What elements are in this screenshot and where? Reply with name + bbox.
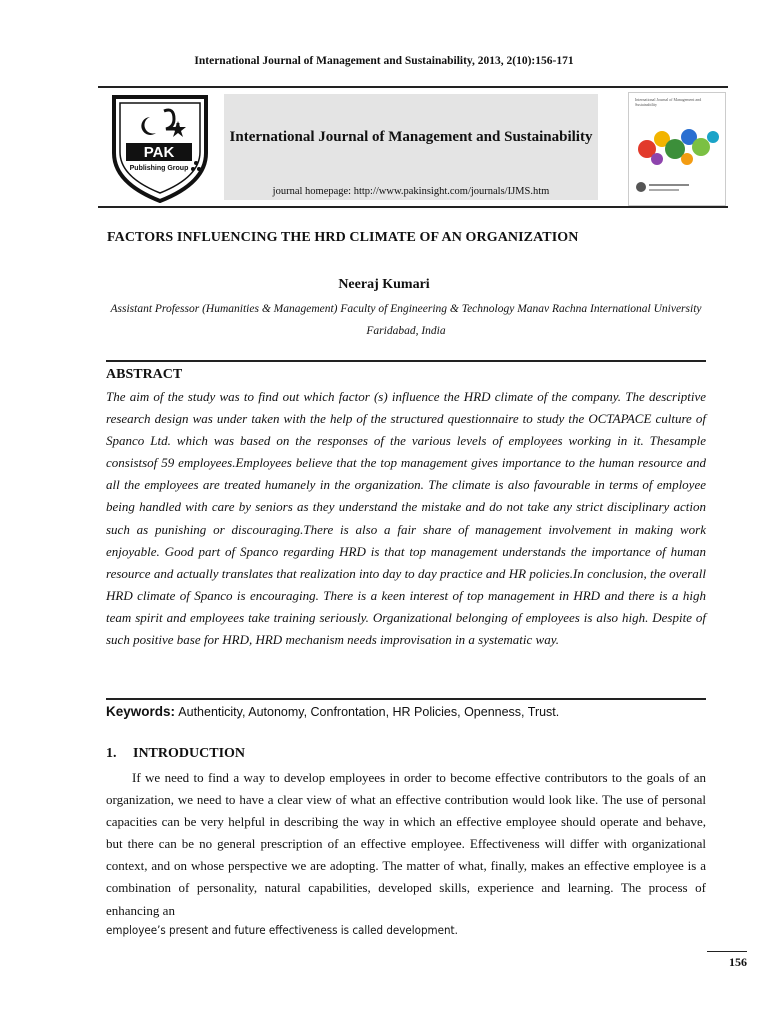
gears-illustration-icon	[629, 93, 725, 205]
pak-shield-icon	[104, 91, 216, 203]
abstract-bottom-rule	[106, 698, 706, 700]
author-name: Neeraj Kumari	[338, 277, 430, 292]
logo-subtext: Publishing Group	[129, 165, 189, 172]
footer-rule	[707, 951, 747, 952]
paper-title: FACTORS INFLUENCING THE HRD CLIMATE OF AN ORGANIZATION	[107, 230, 579, 245]
keywords-text: Authenticity, Autonomy, Confrontation, HR Policies, Openness, Trust.	[178, 705, 560, 719]
abstract-body: The aim of the study was to find out which factor (s) influence the HRD climate of the company. The descriptive research design was under taken with the help of the structured questionnaire to study the OCTAPACE culture of Spanco Ltd. which was based on the responses of the various levels of employees working in it. Thesample consistsof 59 employees.Employees believe that the top management gives importance to the human resource and all the employees are treated humanely in the organization. The climate is also favourable in terms of employee being handled with care by seniors as they understand the mistake and do not take any strict disciplinary action such as punishing or discouraging.There is also a fair share of management involvement in making work enjoyable. Good part of Spanco regarding HRD is that top management understands the importance of human resource and actually translates that realization into day to day practice and HR policies.In conclusion, the overall HRD climate of Spanco is encouraging. There is a keen interest of top management in HRD and there is a high team spirit and employees take training seriously. Organizational belonging of employees is also high. Despite of such positive base for HRD, HRD mechanism needs improvisation in a systematic way.	[106, 389, 706, 648]
section-title: INTRODUCTION	[133, 746, 246, 761]
introduction-last-line: employee’s present and future effectiveness is called development.	[106, 923, 458, 937]
masthead-title-panel	[224, 94, 598, 200]
cover-text: International Journal of Management and Sustainability	[635, 97, 702, 107]
introduction-paragraph: If we need to find a way to develop employees in order to become effective contributors to the goals of an organization, we need to have a clear view of what an effective contribution would look like. The use of personal capacities can be very helpful in describing the way in which an effective employee should operate and behave, but there can be no general prescription of an effective employee. Effectiveness will differ with organizational context, and on whose perspective we are adopting. The matter of what, finally, makes an effective employee is a combination of personality, natural capabilities, developed skills, experience and learning. The process of enhancing an	[106, 770, 706, 918]
journal-masthead	[98, 86, 728, 208]
logo-text: PAK	[143, 144, 175, 161]
keywords-label: Keywords:	[106, 704, 176, 719]
abstract-heading: ABSTRACT	[106, 367, 183, 382]
abstract-top-rule	[106, 360, 706, 362]
journal-title: International Journal of Management and Sustainability	[229, 129, 593, 145]
publisher-logo	[98, 88, 222, 206]
section-heading-introduction	[106, 746, 245, 762]
page-number: 156	[729, 955, 747, 969]
journal-homepage[interactable]: journal homepage: http://www.pakinsight.com/journals/IJMS.htm	[272, 186, 550, 197]
running-head: International Journal of Management and Sustainability, 2013, 2(10):156-171	[194, 55, 574, 67]
journal-cover-thumbnail	[628, 92, 726, 206]
keywords	[106, 704, 706, 720]
section-number: 1.	[106, 746, 117, 761]
author-affiliation: Assistant Professor (Humanities & Management) Faculty of Engineering & Technology Manav Rachna International University Faridabad, India	[110, 303, 702, 337]
